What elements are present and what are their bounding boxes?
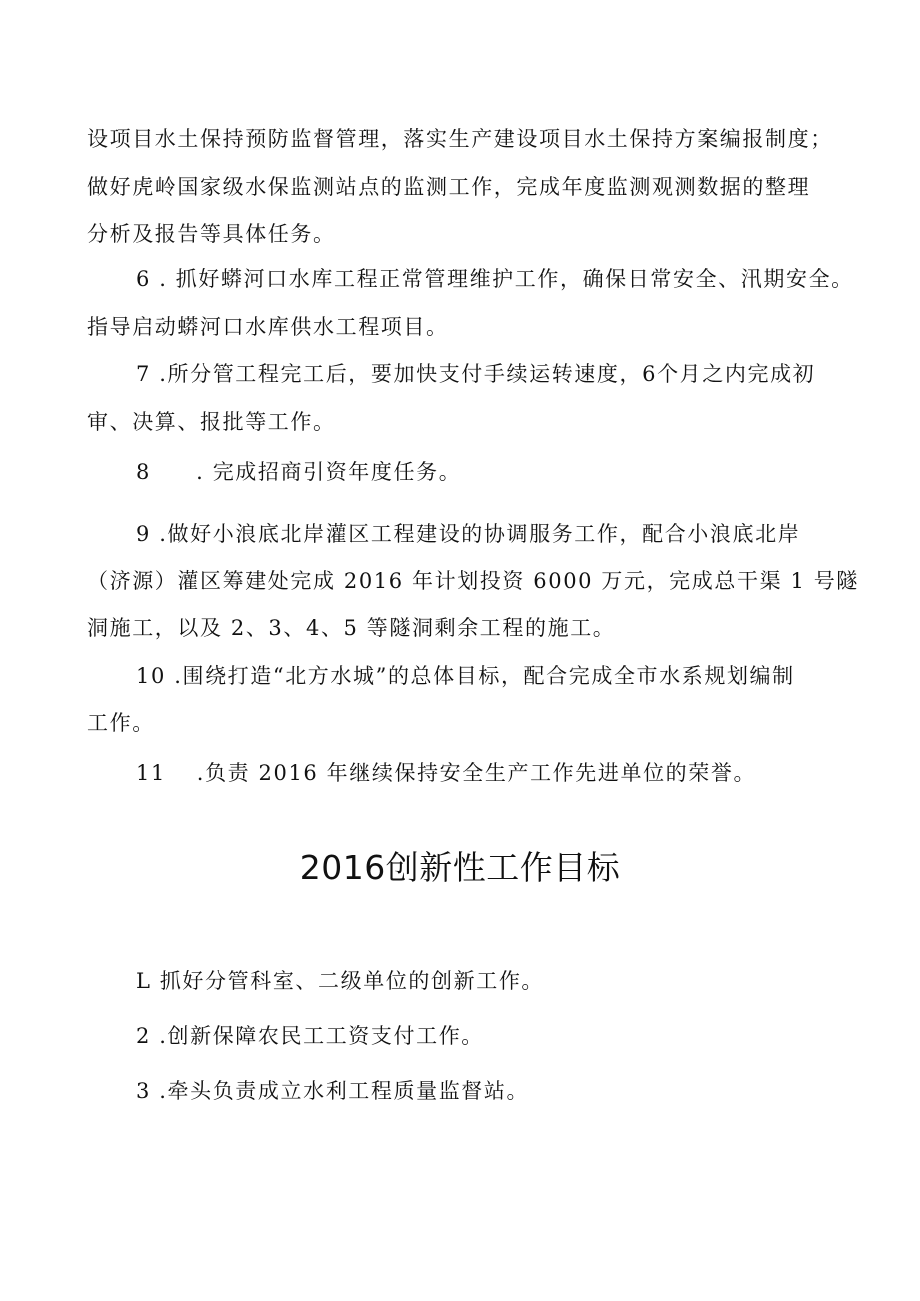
list-item-8: 8 . 完成招商引资年度任务。 [136,460,462,484]
goal-item-3: 3 .牵头负责成立水利工程质量监督站。 [136,1079,530,1103]
goal-item-1: L 抓好分管科室、二级单位的创新工作。 [136,969,545,993]
section-title: 2016创新性工作目标 [299,848,621,887]
paragraph-line: 分析及报告等具体任务。 [87,222,336,246]
paragraph-line: 洞施工，以及 2、3、4、5 等隧洞剩余工程的施工。 [87,616,616,640]
paragraph-line: 设项目水土保持预防监督管理，落实生产建设项目水土保持方案编报制度； [87,127,833,151]
list-item-9: 9 .做好小浪底北岸灌区工程建设的协调服务工作，配合小浪底北岸 [136,522,801,546]
list-item-7: 7 .所分管工程完工后，要加快支付手续运转速度，6个月之内完成初 [136,362,816,386]
paragraph-line: 审、决算、报批等工作。 [87,410,336,434]
list-item-11: 11 .负责 2016 年继续保持安全生产工作先进单位的荣誉。 [136,761,757,785]
list-item-6: 6 . 抓好蟒河口水库工程正常管理维护工作，确保日常安全、汛期安全。 [136,267,854,291]
list-item-10: 10 .围绕打造“北方水城”的总体目标，配合完成全市水系规划编制 [136,664,795,688]
goal-item-2: 2 .创新保障农民工工资支付工作。 [136,1024,484,1048]
paragraph-line: 做好虎岭国家级水保监测站点的监测工作，完成年度监测观测数据的整理 [87,175,811,199]
paragraph-line: （济源）灌区筹建处完成 2016 年计划投资 6000 万元，完成总干渠 1 号隧 [87,569,859,593]
paragraph-line: 指导启动蟒河口水库供水工程项目。 [87,315,449,339]
paragraph-line: 工作。 [87,711,155,735]
